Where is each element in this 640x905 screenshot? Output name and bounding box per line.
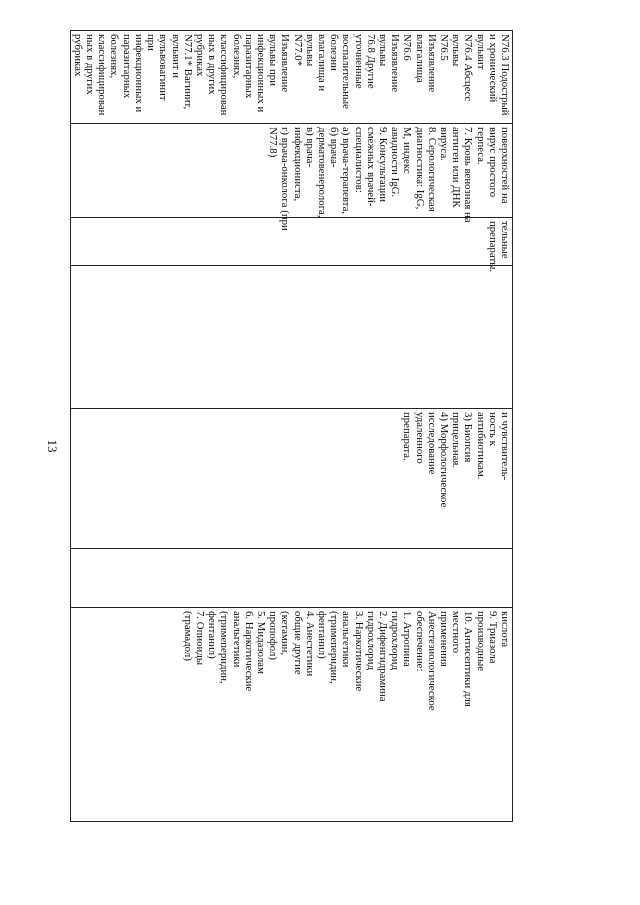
cell-text-line: ных в других (84, 34, 97, 95)
cell-text-line: 1. Атропина (401, 611, 414, 667)
cell-text-line: классифицирован (218, 34, 231, 116)
cell-text-line: в) врача- (303, 127, 316, 168)
cell-text-line: антиген или ДНК (450, 127, 463, 208)
cell-text-line: дерматовенеролога, (315, 127, 328, 218)
cell-text-line: смежных врачей- (364, 127, 377, 207)
cell-text-line: Изъязвление (389, 34, 402, 93)
cell-text-line: 3. Наркотические (352, 611, 365, 692)
cell-text-line: 8. Серологическая (425, 127, 438, 212)
cell-text-line: тельные (499, 221, 511, 259)
cell-text-line: паразитарных (120, 34, 133, 99)
cell-text-line: уточненные (352, 34, 365, 89)
cell-text-line: 6. Наркотические (242, 611, 255, 692)
medications-cell (70, 608, 512, 822)
page-number: 13 (45, 439, 60, 453)
cell-text-line: N76.6 (401, 34, 414, 61)
cell-text-line: вульвит и (169, 34, 182, 79)
cell-text-line: болезни (328, 34, 341, 71)
cell-text-line: прицельная. (450, 412, 463, 469)
cell-text-line: препараты. (486, 221, 499, 273)
cell-text-line: анальгетики (340, 611, 353, 668)
cell-text-line: авидности IgG. (389, 127, 402, 198)
cell-text-line: (трамадол) (181, 611, 194, 661)
cell-text-line: антибиотикам. (474, 412, 487, 480)
cell-text-line: при (145, 34, 158, 51)
cell-text-line: Изъязвление (279, 34, 292, 93)
cell-text-line: влагалища и (315, 34, 328, 92)
cell-text-line: N76.3 Подострый (499, 34, 511, 116)
cell-text-line: вируса. (437, 127, 450, 161)
cell-text-line: б) врача- (328, 127, 341, 168)
cell-text-line: специалистов: (352, 127, 365, 193)
cell-text-line: инфекционных и (254, 34, 267, 113)
cell-text-line: фентанил) (206, 611, 219, 659)
cell-text-line: рубриках (193, 34, 206, 77)
cell-text-line: Анестезиологическое (425, 611, 438, 711)
cell-text-line: анальгетики (230, 611, 243, 668)
cell-text-line: вульвовагинит (157, 34, 170, 101)
cell-text-line: влагалища (413, 34, 426, 83)
cell-text-line: гидрохлорид (389, 611, 402, 671)
cell-text-line: вульвит (474, 34, 487, 70)
cell-text-line: 9. Консультации (376, 127, 389, 203)
cell-text-line: 2. Дифенгидрамина (376, 611, 389, 702)
cell-text-line: 76.8 Другие (364, 34, 377, 89)
cell-text-line: удаленного (413, 412, 426, 464)
cell-text-line: кислота (499, 611, 511, 648)
cell-text-line: 7. Опиоиды (193, 611, 206, 666)
diagnostics-cell (70, 124, 512, 231)
cell-text-line: обеспечение: (413, 611, 426, 672)
cell-text-line: болезнях, (230, 34, 243, 79)
cell-text-line: герпеса. (474, 127, 487, 165)
cell-text-line: воспалительные (340, 34, 353, 109)
cell-text-line: Изъязвление (425, 34, 438, 93)
cell-text-line: болезнях, (108, 34, 121, 79)
treatment-standards-table (70, 30, 513, 822)
cell-text-line: и чувствитель- (499, 412, 511, 481)
cell-text-line: инфекциониста, (291, 127, 304, 202)
cell-text-line: 4. Анестетики (303, 611, 316, 677)
cell-text-line: (кетамин, (279, 611, 292, 656)
cell-text-line: исследование (425, 412, 438, 475)
cell-text-line: гидрохлорид (364, 611, 377, 671)
cell-text-line: 5. Мидазолам (254, 611, 267, 674)
cell-text-line: производные (474, 611, 487, 672)
empty-cell-4 (70, 266, 512, 409)
empty-cell-6 (70, 549, 512, 608)
cell-text-line: пропофол) (267, 611, 280, 660)
cell-text-line: применения (437, 611, 450, 667)
cell-text-line: а) врача-терапевта, (340, 127, 353, 215)
cell-text-line: N77.1* Вагинит, (181, 34, 194, 110)
cell-text-line: диагностика: IgG, (413, 127, 426, 210)
cell-text-line: 9. Триазола (486, 611, 499, 664)
cell-text-line: инфекционных и (132, 34, 145, 113)
cell-text-line: 3) Биопсия (462, 412, 475, 463)
preparations-cell (70, 218, 512, 273)
cell-text-line: вульвы (303, 34, 316, 67)
diagnosis-codes-cell (70, 31, 512, 124)
cell-text-line: вульвы (450, 34, 463, 67)
table-row (70, 31, 512, 822)
cell-text-line: ность к (486, 412, 499, 446)
cell-text-line: классифицирован (96, 34, 109, 116)
cell-text-line: (тримеперидин, (328, 611, 341, 684)
examinations-cell (70, 409, 512, 549)
cell-text-line: поверхностей на (499, 127, 511, 204)
cell-text-line: и хронический (486, 34, 499, 103)
cell-text-line: местного (450, 611, 463, 654)
cell-text-line: вирус простого (486, 127, 499, 198)
cell-text-line: 10. Антисептики для (462, 611, 475, 707)
cell-text-line: вульвы (376, 34, 389, 67)
cell-text-line: N77.8) (267, 127, 280, 158)
cell-text-line: общие другие (291, 611, 304, 675)
cell-text-line: рубриках (71, 34, 84, 77)
cell-text-line: вульвы при (267, 34, 280, 86)
cell-text-line: N77.0* (291, 34, 304, 67)
cell-text-line: фентанил) (315, 611, 328, 659)
cell-text-line: N76.4 Абсцесс (462, 34, 475, 102)
rotated-table-container (71, 30, 513, 821)
cell-text-line: N76.5 (437, 34, 450, 61)
cell-text-line: г) врача-онколога (при (279, 127, 292, 231)
cell-text-line: М, индекс (401, 127, 414, 174)
cell-text-line: ных в других (206, 34, 219, 95)
cell-text-line: (тримеперидин, (218, 611, 231, 684)
cell-text-line: паразитарных (242, 34, 255, 99)
cell-text-line: 4) Морфологическое (437, 412, 450, 508)
cell-text-line: 7. Кровь венозная на (462, 127, 475, 223)
cell-text-line: препарата. (401, 412, 414, 461)
